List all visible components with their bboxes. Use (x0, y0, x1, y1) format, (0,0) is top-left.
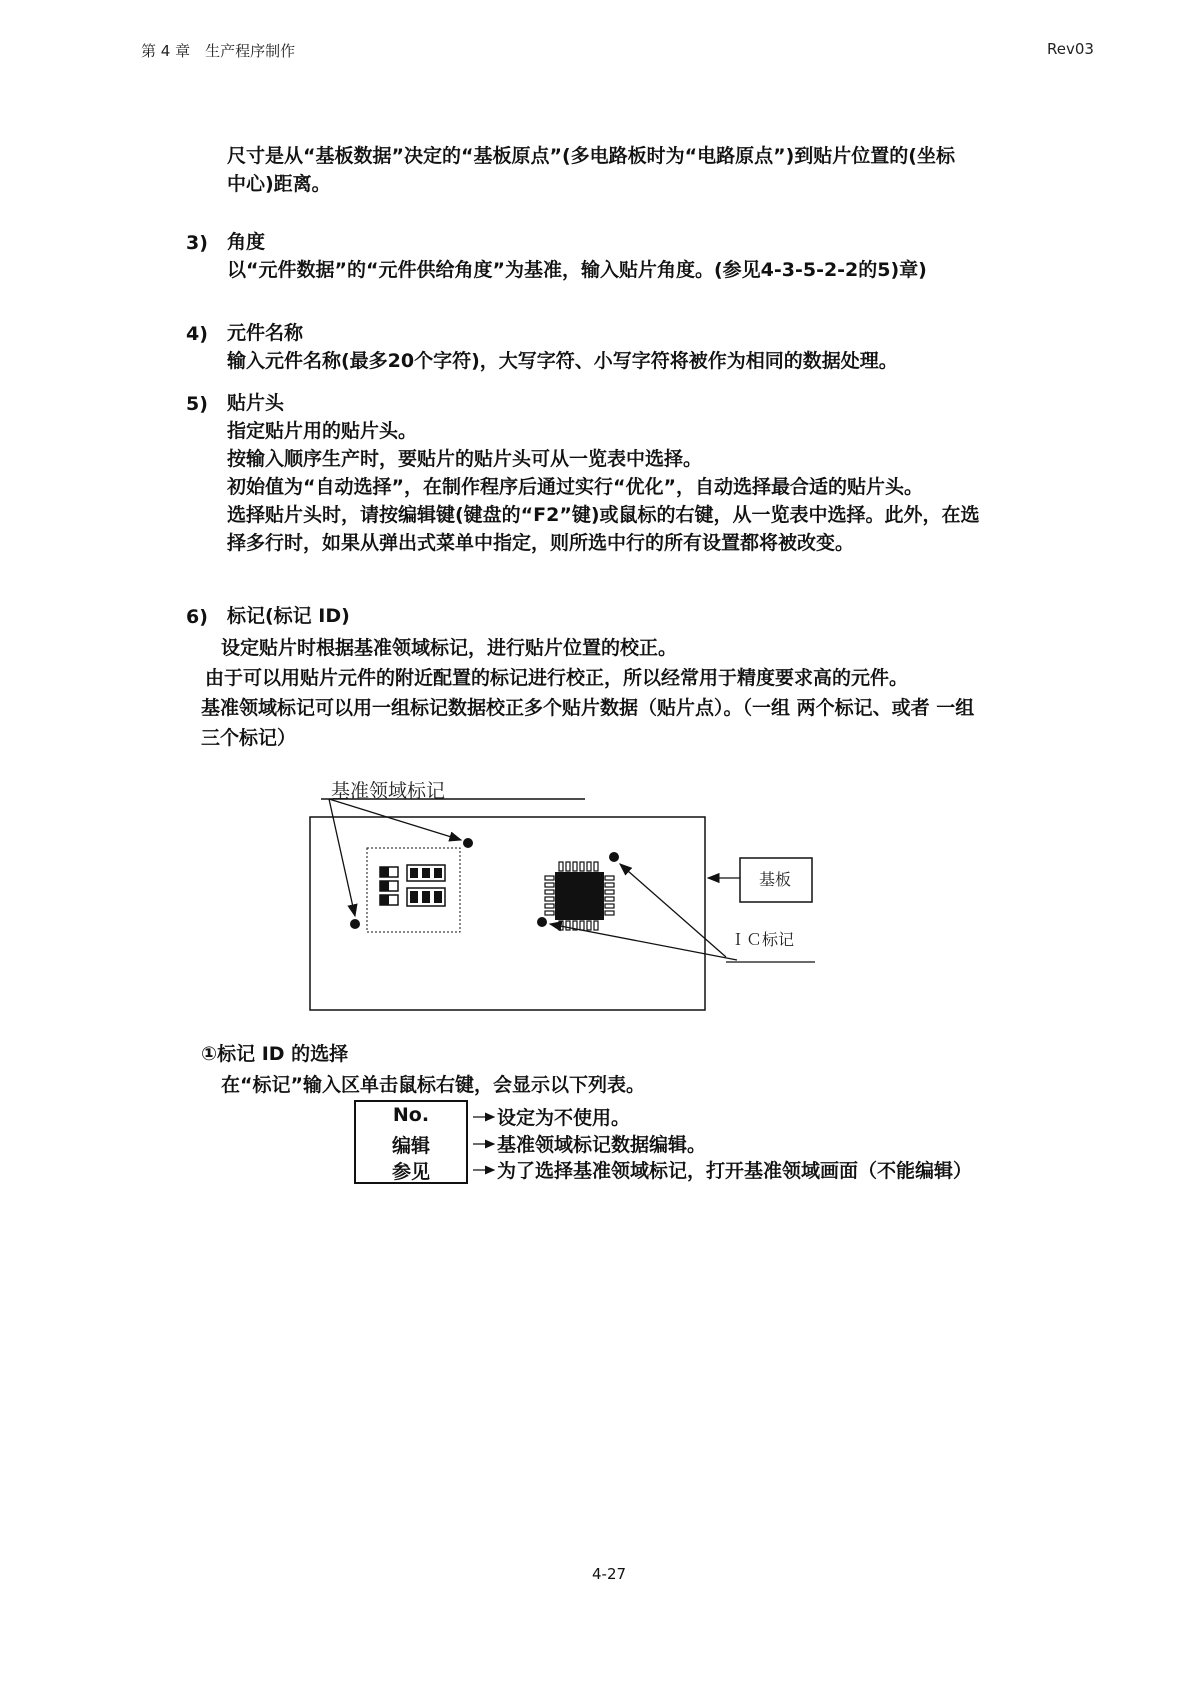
part-name-text: 输入元件名称(最多20个字符)，大写字符、小写字符将被作为相同的数据处理。 (227, 350, 898, 372)
angle-text: 以“元件数据”的“元件供给角度”为基准，输入贴片角度。(参见4-3-5-2-2的5)章) (227, 259, 927, 281)
head-text-2: 按输入顺序生产时，要贴片的贴片头可从一览表中选择。 (227, 448, 703, 470)
chapter-header: 第 4 章 生产程序制作 (141, 42, 296, 60)
mark-text-4: 三个标记） (201, 727, 297, 749)
mark-id-title: ①标记 ID 的选择 (201, 1043, 349, 1065)
section-title-part-name: 元件名称 (227, 322, 304, 344)
section-number-part-name: 4) (186, 323, 208, 345)
mark-text-3: 基准领域标记可以用一组标记数据校正多个贴片数据（贴片点）。（一组 两个标记、或者 一组 (201, 697, 975, 719)
section-title-angle: 角度 (227, 231, 266, 253)
head-text-1: 指定贴片用的贴片头。 (227, 420, 418, 442)
area-mark-label: 基准领域标记 (331, 780, 446, 802)
section-number-head: 5) (186, 393, 208, 415)
menu-desc-no: 设定为不使用。 (497, 1107, 631, 1129)
section-title-mark: 标记(标记 ID) (227, 605, 350, 627)
mark-id-instruction: 在“标记”输入区单击鼠标右键，会显示以下列表。 (221, 1074, 645, 1096)
mark-text-2: 由于可以用贴片元件的附近配置的标记进行校正，所以经常用于精度要求高的元件。 (205, 667, 909, 689)
menu-item-view[interactable]: 参见 (391, 1161, 430, 1183)
menu-item-no[interactable]: No. (392, 1104, 430, 1126)
section-number-mark: 6) (186, 606, 208, 628)
ic-mark-label: ＩＣ标记 (730, 930, 795, 949)
head-text-4: 选择贴片头时，请按编辑键(键盘的“F2”键)或鼠标的右键，从一览表中选择。此外，在选 (227, 504, 980, 526)
menu-desc-edit: 基准领域标记数据编辑。 (497, 1134, 707, 1156)
page-number: 4-27 (592, 1565, 627, 1583)
section-title-head: 贴片头 (227, 392, 285, 414)
intro-line-2: 中心)距离。 (227, 173, 331, 195)
board-label: 基板 (759, 870, 792, 889)
intro-line-1: 尺寸是从“基板数据”决定的“基板原点”(多电路板时为“电路原点”)到贴片位置的(坐标 (227, 145, 955, 167)
menu-desc-view: 为了选择基准领域标记，打开基准领域画面（不能编辑） (497, 1160, 973, 1182)
menu-item-edit[interactable]: 编辑 (391, 1135, 430, 1157)
revision-label: Rev03 (1047, 40, 1094, 58)
head-text-3: 初始值为“自动选择”，在制作程序后通过实行“优化”，自动选择最合适的贴片头。 (227, 476, 923, 498)
head-text-5: 择多行时，如果从弹出式菜单中指定，则所选中行的所有设置都将被改变。 (227, 532, 855, 554)
mark-text-1: 设定贴片时根据基准领域标记，进行贴片位置的校正。 (221, 637, 678, 659)
section-number-angle: 3) (186, 232, 208, 254)
